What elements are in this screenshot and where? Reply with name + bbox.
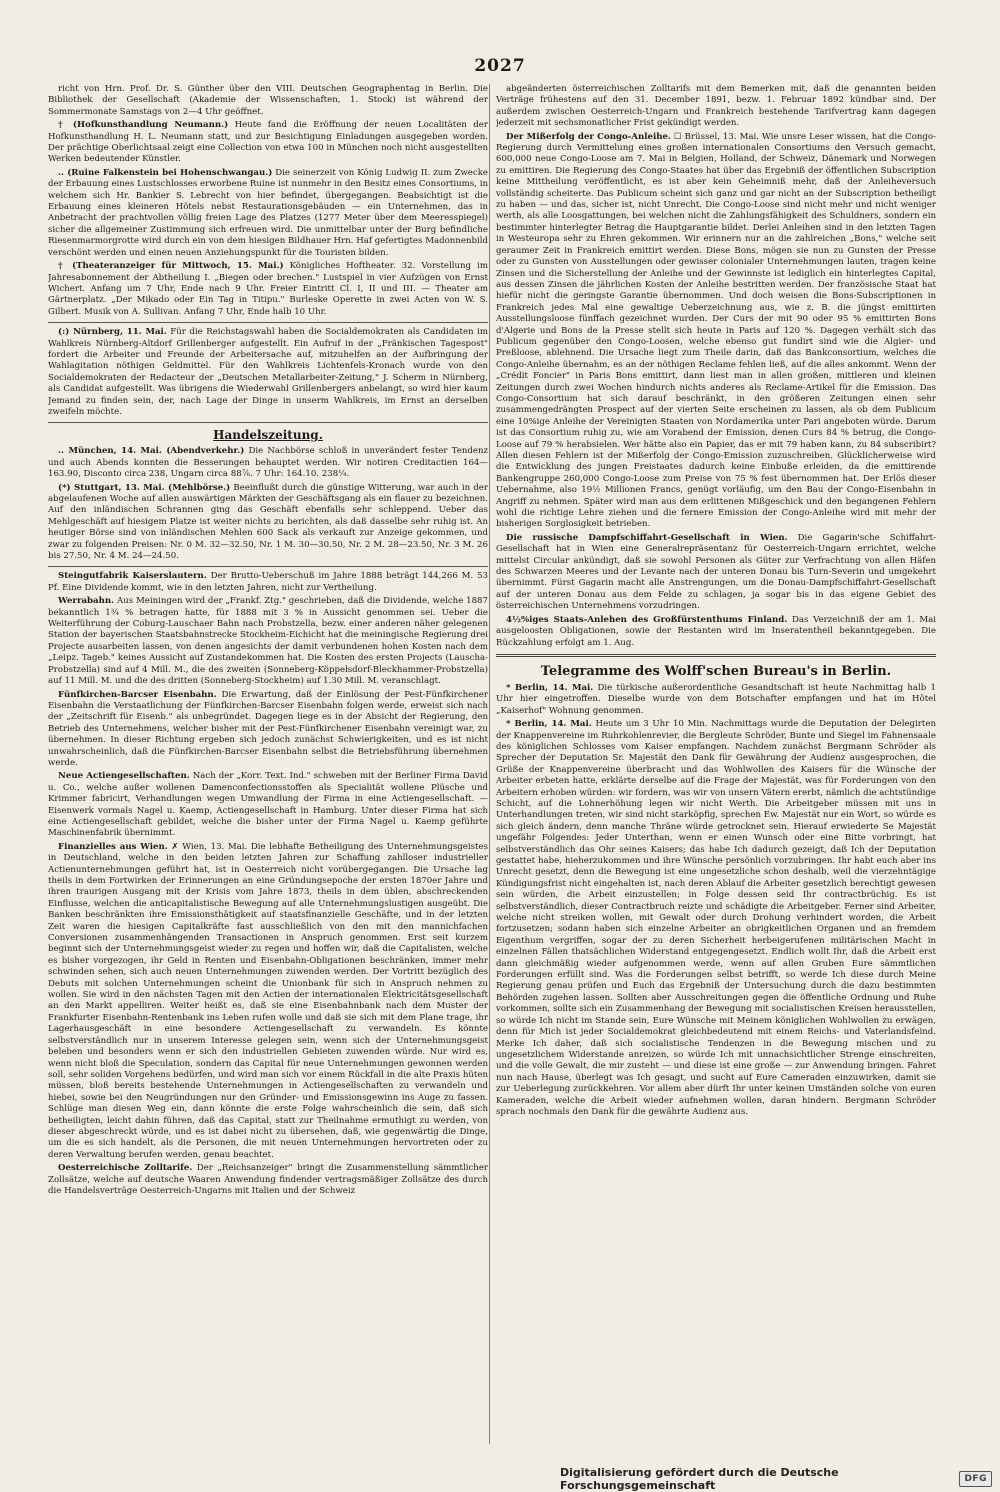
article-heading: Die russische Dampfschiffahrt-Gesellschaft in Wien. bbox=[506, 532, 788, 543]
right-column bbox=[496, 84, 936, 1476]
article-heading: Oesterreichische Zolltarife. bbox=[58, 1163, 193, 1174]
article-heading: * Berlin, 14. Mai. bbox=[506, 682, 594, 693]
article-heading: Steingutfabrik Kaiserslautern. bbox=[58, 571, 207, 582]
footer-text: Digitalisierung gefördert durch die Deutsche Forschungsgemeinschaft bbox=[560, 1466, 839, 1492]
article-paragraph bbox=[48, 446, 488, 480]
article-text: Nach der „Korr. Text. Ind." schweben mit der Berliner Firma David u. Co., welche außer wollenen Damenconfectionsstoffen als Specialität wollene Plüsche und Krimmer fabricirt, Verhandlungen wegen Umwandlung der Firma in eine Actiengesellschaft. — Eisenwerk vormals Nagel u. Kaemp, Actiengesellschaft in Hamburg. Unter dieser Firma hat sich eine Actiengesellschaft gebildet, welche die bisher unter der Firma Nagel u. Kaemp geführte Maschinenfabrik übernimmt. bbox=[48, 771, 488, 839]
article-text: Heute fand die Eröffnung der neuen Localitäten der Hofkunsthandlung H. L. Neumann statt, und zur Besichtigung Einladungen ausgegeben worden. Der prächtige Oberlichtsaal zeigt eine Collection von etwa 100 in München noch nicht ausgestellten Werken bedeutender Künstler. bbox=[48, 120, 488, 165]
article-text: Die Erwartung, daß der Einlösung der Pest-Fünfkirchener Eisenbahn die Verstaatlichung der Fünfkirchen-Barcser Eisenbahn folgen werde, erweist sich nach der „Zeitschrift für Eisenb." als unbegründet. Dagegen liege es in der Absicht der Regierung, den Betrieb des Unternehmens, welcher bisher mit der Pest-Fünfkirchener Eisenbahn vereinigt war, zu übernehmen. In dieser Richtung ergeben sich jedoch zunächst Schwierigkeiten, und es ist nicht unwahrscheinlich, daß die Fünfkirchen-Barcser Eisenbahn selbst die Betriebsführung übernehmen werde. bbox=[48, 689, 488, 768]
article-paragraph bbox=[48, 771, 488, 839]
divider bbox=[496, 654, 936, 657]
divider bbox=[48, 322, 488, 323]
article-text: Die Nachbörse schloß in unverändert fester Tendenz und auch Abends konnten die Besserungen behauptet werden. Wir notiren Creditactien 164—163.90, Disconto circa 238, Ungarn circa 88⅞. 7 Uhr: 164.10. 238¼. bbox=[48, 446, 488, 480]
article-paragraph bbox=[48, 261, 488, 318]
article-text: Die türkische außerordentliche Gesandtschaft ist heute Nachmittag halb 1 Uhr hier eingetroffen. Dieselbe wurde von dem Botschafter empfangen und hat im Hôtel „Kaiserhof" Wohnung genommen. bbox=[496, 682, 936, 716]
article-paragraph bbox=[48, 120, 488, 166]
article-heading: † (Hofkunsthandlung Neumann.) bbox=[58, 120, 229, 131]
article-paragraph bbox=[48, 327, 488, 418]
article-text: Heute um 3 Uhr 10 Min. Nachmittags wurde die Deputation der Delegirten der Knappenvereine im Ruhrkohlenrevier, die Bergleute Schröder, Bunte und Siegel im Fahnensaale des königlichen Schlosses vom Kaiser empfangen. Nachdem zunächst Bergmann Schröder als Sprecher der Deputation Sr. Majestät den Dank für Gewährung der Audienz ausgesprochen, die Grüße der Knappenvereine überbracht und das Wohlwollen des Kaisers für die Wünsche der Arbeiter erbeten hatte, erklärte derselbe auf die Frage der Majestät, was für Forderungen von den Arbeitern erhoben würden: wir fordern, was wir von unsern Vätern ererbt, nämlich die achtstündige Schicht, auf die Lohnerhöhung legen wir nicht Werth. Die Arbeitgeber müssen mit uns in Unterhandlungen treten, wir sind nicht starköpfig, sprechen Ew. Majestät nur ein Wort, so würde es sich gleich ändern, denn manche Thräne würde getrocknet sein. Hierauf erwiederte Se Majestät ungefähr Folgendes: Jeder Unterthan, wenn er einen Wunsch oder eine Bitte vorbringt, hat selbstverständlich das Ohr seines Kaisers; das habe Ich dadurch gezeigt, daß Ich der Deputation gestattet habe, hieherzukommen und ihre Wünsche persönlich vorzubringen. Ihr habt euch aber ins Unrecht gesetzt, denn die Bewegung ist eine ungesetzliche schon deshalb, weil die vierzehntägige Kündigungsfrist nicht eingehalten ist, nach deren Ablauf die Arbeiter gesetzlich berechtigt gewesen sein würden, die Arbeit einzustellen; in Folge dessen seid Ihr contractbrüchig. Es ist selbstverständlich, dieser Contractbruch reizte und schädigte die Arbeitgeber. Ferner sind Arbeiter, welche nicht streiken wollen, mit Gewalt oder durch Drohung verhindert worden, die Arbeit fortzusetzen; sodann haben sich einzelne Arbeiter an obrigkeitlichen Organen und an fremdem Eigenthum vergriffen, sogar der zu deren Sicherheit herbeigerufenen militärischen Macht in einzelnen Fällen thatsächlichen Widerstand entgegengesetzt. Endlich wollt Ihr, daß die Arbeit erst dann gleichmäßig wieder aufgenommen werde, wenn auf allen Gruben Eure sämmtlichen Forderungen erfüllt sind. Was die Forderungen selbst betrifft, so werde Ich diese durch Meine Regierung genau prüfen und Euch das Ergebniß der Untersuchung durch die dazu bestimmten Behörden zugehen lassen. Sollten aber Ausschreitungen gegen die öffentliche Ordnung und Ruhe vorkommen, sollte sich ein Zusammenhang der Bewegung mit socialistischen Kreisen herausstellen, so würde Ich nicht im Stande sein, Eure Wünsche mit Meinem königlichen Wohlwollen zu erwägen, denn für Mich ist jeder Socialdemokrat gleichbedeutend mit einem Reichs- und Vaterlandsfeind. Merke Ich daher, daß sich socialistische Tendenzen in die Bewegung mischen und zu ungesetzlichem Widerstande anreizen, so würde Ich mit unnachsichtlicher Strenge einschreiten, und die volle Gewalt, die mir zusteht — und diese ist eine große — zur Anwendung bringen. Fahret nun nach Hause, überlegt was Ich gesagt, und sucht auf Eure Cameraden einzuwirken, damit sie zur Ueberlegung zurückkehren. Vor allem aber dürft Ihr unter keinen Umständen solche von euren Kameraden, welche die Arbeit wieder aufnehmen wollen, daran hindern. Bergmann Schröder sprach nochmals den Dank für die gewährte Audienz aus. bbox=[496, 719, 936, 1117]
article-heading: Fünfkirchen-Barcser Eisenbahn. bbox=[58, 689, 217, 700]
article-heading: .. (Ruine Falkenstein bei Hohenschwangau.) bbox=[58, 167, 273, 178]
article-text: Beeinflußt durch die günstige Witterung, war auch in der abgelaufenen Woche auf allen auswärtigen Märkten der Geschäftsgang als ein flauer zu bezeichnen. Auf den inländischen Schrannen ging das Geschäft ebenfalls sehr schleppend. Ueber das Mehlgeschäft auf hiesigem Platze ist weiter nichts zu berichten, als daß dasselbe sehr ruhig ist. An heutiger Börse sind von inländischen Mehlen 600 Sack als verkauft zur Anzeige gekommen, und zwar zu folgenden Preisen: Nr. 0 M. 32—32.50, Nr. 1 M. 30—30.50, Nr. 2 M. 28—23.50, Nr. 3 M. 26 bis 27.50, Nr. 4 M. 24—24.50. bbox=[48, 482, 488, 562]
article-paragraph bbox=[48, 690, 488, 770]
article-paragraph bbox=[496, 615, 936, 649]
divider bbox=[48, 422, 488, 423]
article-text: ✗ Wien, 13. Mai. Die lebhafte Betheiligung des Unternehmungsgeistes in Deutschland, welche in den beiden letzten Jahren zur Schaffung zahlloser industrieller Actienunternehmungen geführt hat, ist in Oesterreich nicht vorübergegangen. Die Ursache lag theils in dem Fortwirken der Erinnerungen an eine Gründungsepoche der ersten 1870er Jahre und ihren traurigen Ausgang mit der Krisis vom Jahre 1873, theils in dem üblen, abschreckenden Einflusse, welchen die anticapitalistische Bewegung auf alle Unternehmungslustigen ausgeübt. Die Banken beschränkten ihre Emissionsthätigkeit auf staatsfinanzielle Geschäfte, und in der letzten Zeit waren die hiesigen Capitalkräfte fast ausschließlich von den mit den mannichfachen Conversionen zusammenhängenden Transactionen in Anspruch genommen. Erst seit kurzem beginnt sich der Unternehmungsgeist wieder zu regen und hoffen wir, daß die Capitalisten, welche es bisher vorgezogen, ihr Geld in Renten und Eisenbahn-Obligationen beschränken, immer mehr schwinden sehen, sich auch neuen Unternehmungen zuwenden werden. Der Vortritt bezüglich des Debuts mit solchen Unternehmungen scheint die Unionbank für sich in Anspruch nehmen zu wollen. Sie wird in den nächsten Tagen mit den Actien der internationalen Elektricitätsgesellschaft an den Markt appelliren. Weiter heißt es, daß sie eine Eisenbahnbank nach dem Muster der Frankfurter Eisenbahn-Rentenbank ins Leben rufen wolle und daß sie sich mit dem Plane trage, ihr Lagerhausgeschäft in eine besondere Actiengesellschaft zu verwandeln. Es könnte selbstverständlich nur in unserem Interesse gelegen sein, wenn sich der Unternehmungsgeist beleben und besonders wenn er sich den industriellen Gebieten zuwenden würde. Nur wird es, wenn nicht bloß die Speculation, sondern das Capital für neue Unternehmungen gewonnen werden soll, sehr soliden Vorgehens bedürfen, und wird man sich vor einem Rückfall in die alte Praxis hüten müssen, bloß bereits bestehende Unternehmungen in Actiengesellschaften zu verwandeln und hiebei, sowie bei den Neugründungen nur den Gründer- und Emissionsgewinn ins Auge zu fassen. Schlüge man diesen Weg ein, dann könnte die erste Folge wahrscheinlich die sein, daß sich betheiligten, leicht dahin führen, daß das Capital, statt zur Theilnahme ermuthigt zu werden, von dieser abgeschreckt würde, und es ist dabei nicht zu übersehen, daß, wie gegenwärtig die Dinge, um die es sich handelt, als die Personen, die mit neuen Unternehmungen hervortreten oder zu deren Verwaltung berufen werden, genau beachtet. bbox=[48, 841, 488, 1160]
article-text: Der „Reichsanzeiger" bringt die Zusammenstellung sämmtlicher Zollsätze, welche auf deutsche Waaren Anwendung findender vertragsmäßiger Zollsätze des durch die Handelsverträge Oesterreich-Ungarns mit Italien und der Schweiz bbox=[48, 1163, 488, 1196]
article-paragraph bbox=[48, 596, 488, 687]
article-text: Die seinerzeit von König Ludwig II. zum Zwecke der Erbauung eines Lustschlosses erworbene Ruine ist nunmehr in den Besitz eines Consortiums, in welchem sich Hr. Bankier S. Lebrecht von hier befindet, übergegangen. Beabsichtigt ist die Erbauung eines kleineren Hôtels nebst Restaurationsgebäuden — ein Unternehmen, das in Anbetracht der prachtvollen völlig freien Lage des Platzes (1277 Meter über dem Meeresspiegel) sicher die allgemeiner Zustimmung sich erfreuen wird. Die unmittelbar unter der Burg befindliche Riesenmarmorgrotte wird durch ein von dem hiesigen Bildhauer Hrn. Haf gefertigtes Madonnenbild verschönt werden und einen neuen Anziehungspunkt für die Touristen bilden. bbox=[48, 167, 488, 258]
article-text: Aus Meiningen wird der „Frankf. Ztg." geschrieben, daß die Dividende, welche 1887 bekanntlich 1¾ % betragen hatte, für 1888 mit 3 % in Aussicht genommen sei. Ueber die Weiterführung der Coburg-Lauschaer Bahn nach Probstzella, bezw. einer anderen näher gelegenen Station der bayerischen Staatsbahnstrecke Stockheim-Eichicht hat die meiningische Regierung drei Projecte ausarbeiten lassen, von denen angesichts der damit verbundenen hohen Kosten nach dem „Leipz. Tageb." keines Aussicht auf Zustandekommen hat. Die Kosten des ersten Projects (Lauscha-Probstzella) sind auf 4 Mill. M., die des zweiten (Sonneberg-Köppelsdorf-Bleckhammer-Probstzella) auf 11 Mill. M. und die des dritten (Sonneberg-Stockheim) auf 1.30 Mill. M. veranschlagt. bbox=[48, 596, 488, 687]
article-paragraph bbox=[48, 168, 488, 259]
section-heading-handelszeitung: Handelszeitung. bbox=[213, 428, 323, 443]
article-heading: .. München, 14. Mai. (Abendverkehr.) bbox=[58, 446, 245, 457]
page-number: 2027 bbox=[474, 56, 526, 76]
article-heading: Werrabahn. bbox=[58, 596, 115, 607]
digitization-footer bbox=[560, 1466, 992, 1492]
article-heading: 4½%iges Staats-Anlehen des Großfürstenthums Finland. bbox=[506, 614, 788, 625]
article-paragraph bbox=[48, 1163, 488, 1197]
dfg-logo-icon: DFG bbox=[959, 1471, 992, 1487]
article-paragraph bbox=[496, 533, 936, 613]
article-text: ☐ Brüssel, 13. Mai. Wie unsre Leser wissen, hat die Congo-Regierung durch Vermittelung eines großen internationalen Consortiums den Versuch gemacht, 600,000 neue Congo-Loose am 7. Mai in Belgien, Holland, der Schweiz, Dänemark und Norwegen zu emittiren. Die Regierung des Congo-Staates hat über das Ergebniß der öffentlichen Subscription keine Mittheilung veröffentlicht, es ist aber kein Geheimniß mehr, daß der Anleiheversuch vollständig scheiterte. Das Publicum scheint sich ganz und gar nicht an der Subscription betheiligt zu haben — und das, sicher ist, nicht Unrecht. Die Congo-Loose sind nicht mehr und nicht weniger werth, als alle Loosgattungen, bei welchen nicht die Zahlungsfähigkeit des Schuldners, sondern ein bestimmter hinterlegter Betrag die Hauptgarantie bildet. Derlei Anleihen sind in den letzten Tagen in Westeuropa sehr zu Ehren gekommen. Wir erinnern nur an die zahlreichen „Bons," welche seit geraumer Zeit in Frankreich emittirt werden. Diese Bons, mögen sie nun zu Gunsten der Presse oder zu Gunsten von Ausstellungen oder gewisser colonialer Unternehmungen lauten, tragen keine Zinsen und die Sicherstellung der Anleihe und der Gewinnste ist lediglich ein hinterlegtes Capital, aus dessen Zinsen die jährlichen Kosten der Anleihe bestritten werden. Der französische Staat hat hiefür nicht die geringste Garantie übernommen. Und doch weisen die Bons-Subscriptionen in Frankreich jedes Mal eine gewaltige Ueberzeichnung aus, wie z. B. die jüngst emittirten Ausstellungsloose fünffach gezeichnet wurden. Der Curs der mit 90 oder 95 % emittirten Bons d'Algerie und Bons de la Presse stellt sich heute in Paris auf 120 %. Dagegen verhält sich das Publicum gegenüber den Congo-Loosen, welche ebenso gut fundirt sind wie die Algier- und Preßloose, ablehnend. Die Ursache liegt zum Theile darin, daß das Bankconsortium, welches die Congo-Anleihe übernahm, es an der nöthigen Reclame fehlen ließ, auf die alles ankommt. Wenn der „Crédit Foncier" in Paris Bons emittirt, dann liest man in allen großen, mittleren und kleinen Zeitungen durch zwei Wochen hindurch nichts anderes als Reclame-Artikel für die Emission. Das Congo-Consortium hat sich darauf beschränkt, in den größeren Zeitungen einen sehr zusammengedrängten Prospect auf der vierten Seite erscheinen zu lassen, als ob dem Publicum eine 10%ige Anleihe der Vereinigten Staaten von Nordamerika unter Pari angeboten würde. Darum ist das Consortium ruhig zu, wie am Vorabend der Emission, denen Curs 84 % betrug, die Congo-Loose auf 79 % herabsielen. Wer hätte also ein Papier, das er mit 79 haben kann, zu 84 subscribirt? Allen diesen Fehlern ist der Mißerfolg der Congo-Emission zuzuschreiben. Glücklicherweise wird die Entwicklung des jungen Freistaates dadurch keine Einbuße erleiden, da die emittirende Bankengruppe 260,000 Congo-Loose zum Preise von 75 % fest übernommen hat. Der Erlös dieser Uebernahme, also 19½ Millionen Francs, genügt vorläufig, um den Bau der Congo-Eisenbahn in Angriff zu nehmen. Später wird man aus dem erlittenen Mißgeschick und den begangenen Fehlern wohl die richtige Lehre ziehen und die fernere Emission der Congo-Anleihe wird mit mehr der bisherigen Sorglosigkeit betrieben. bbox=[496, 131, 936, 530]
article-paragraph bbox=[48, 483, 488, 563]
article-paragraph bbox=[48, 842, 488, 1161]
article-heading: (*) Stuttgart, 13. Mai. (Mehlbörse.) bbox=[58, 482, 231, 493]
article-paragraph bbox=[496, 719, 936, 1118]
article-text: richt von Hrn. Prof. Dr. S. Günther über den VIII. Deutschen Geographentag in Berlin. Die Bibliothek der Gesellschaft (Akademie der Wissenschaften, 1. Stock) ist während der Sommermonate Samstags von 2—4 Uhr geöffnet. bbox=[48, 84, 488, 117]
column-divider bbox=[489, 84, 490, 1444]
article-heading: (:) Nürnberg, 11. Mai. bbox=[58, 327, 167, 338]
section-heading-telegramme: Telegramme des Wolff'schen Bureau's in Berlin. bbox=[540, 663, 892, 679]
article-heading: Neue Actiengesellschaften. bbox=[58, 771, 190, 782]
article-heading: * Berlin, 14. Mai. bbox=[506, 719, 592, 730]
article-text: Das Verzeichniß der am 1. Mai ausgeloosten Obligationen, sowie der Restanten wird im Inseratentheil bekanntgegeben. Die Rückzahlung erfolgt am 1. Aug. bbox=[496, 614, 936, 648]
left-column bbox=[48, 84, 488, 1476]
article-paragraph bbox=[48, 571, 488, 594]
article-text: Der Brutto-Ueberschuß im Jahre 1888 beträgt 144,266 M. 53 Pf. Eine Dividende kommt, wie in den letzten Jahren, nicht zur Vertheilung. bbox=[48, 571, 488, 593]
article-heading: Der Mißerfolg der Congo-Anleihe. bbox=[506, 131, 671, 142]
article-text: abgeänderten österreichischen Zolltarifs mit dem Bemerken mit, daß die genannten beiden Verträge frühestens auf den 31. December 1891, bezw. 1. Februar 1892 kündbar sind. Der außerdem zwischen Oesterreich-Ungarn und Frankreich bestehende Tarifvertrag kann dagegen jederzeit mit sechsmonatlicher Frist gekündigt werden. bbox=[496, 84, 936, 129]
article-paragraph bbox=[496, 683, 936, 717]
article-paragraph bbox=[496, 132, 936, 531]
article-text: Die Gagarin'sche Schiffahrt-Gesellschaft hat in Wien eine Generalrepräsentanz für Oesterreich-Ungarn errichtet, welche mittelst Circular ankündigt, daß sie sowohl Personen als Güter zur Verfrachtung von allen Häfen des Schwarzen Meeres und der Levante nach der unteren Donau bis Turn-Severin und umgekehrt übernimmt. Fürst Gagarin macht alle Anstrengungen, um die Donau-Dampfschiffahrt-Gesellschaft auf der unteren Donau aus dem Felde zu schlagen, ja sogar bis in das eigene Gebiet des österreichischen Unternehmens vorzudringen. bbox=[496, 532, 936, 612]
divider bbox=[48, 566, 488, 567]
article-text: Für die Reichstagswahl haben die Socialdemokraten als Candidaten im Wahlkreis Nürnberg-Altdorf Grillenberger aufgestellt. Ein Aufruf in der „Fränkischen Tagespost" fordert die Arbeiter und Freunde der Arbeitersache auf, mitzuhelfen an der Aufbringung der Wahlagitation nöthigen Geldmittel. Für den Wahlkreis Lichtenfels-Kronach wurde von den Socialdemokraten der Redacteur der „Deutschen Metallarbeiter-Zeitung," J. Scherm in Nürnberg, als Candidat aufgestellt. Was übrigens die Wiederwahl Grillenbergers anbelangt, so wird hier kaum Jemand zu finden sein, der, nach Lage der Dinge in unserm Wahlkreis, im Ernst an derselben zweifeln möchte. bbox=[48, 327, 488, 417]
article-text: Königliches Hoftheater. 32. Vorstellung im Jahresabonnement der Abtheilung I. „Biegen oder brechen." Lustspiel in vier Aufzügen von Ernst Wichert. Anfang um 7 Uhr, Ende nach 9 Uhr. Freier Eintritt Cl. I, II und III. — Theater am Gärtnerplatz. „Der Mikado oder Ein Tag in Titipu." Burleske Operette in zwei Acten von W. S. Gilbert. Musik von A. Sullivan. Anfang 7 Uhr, Ende halb 10 Uhr. bbox=[48, 261, 488, 317]
article-heading: † (Theateranzeiger für Mittwoch, 15. Mai.) bbox=[58, 261, 284, 272]
article-heading: Finanzielles aus Wien. bbox=[58, 841, 168, 852]
